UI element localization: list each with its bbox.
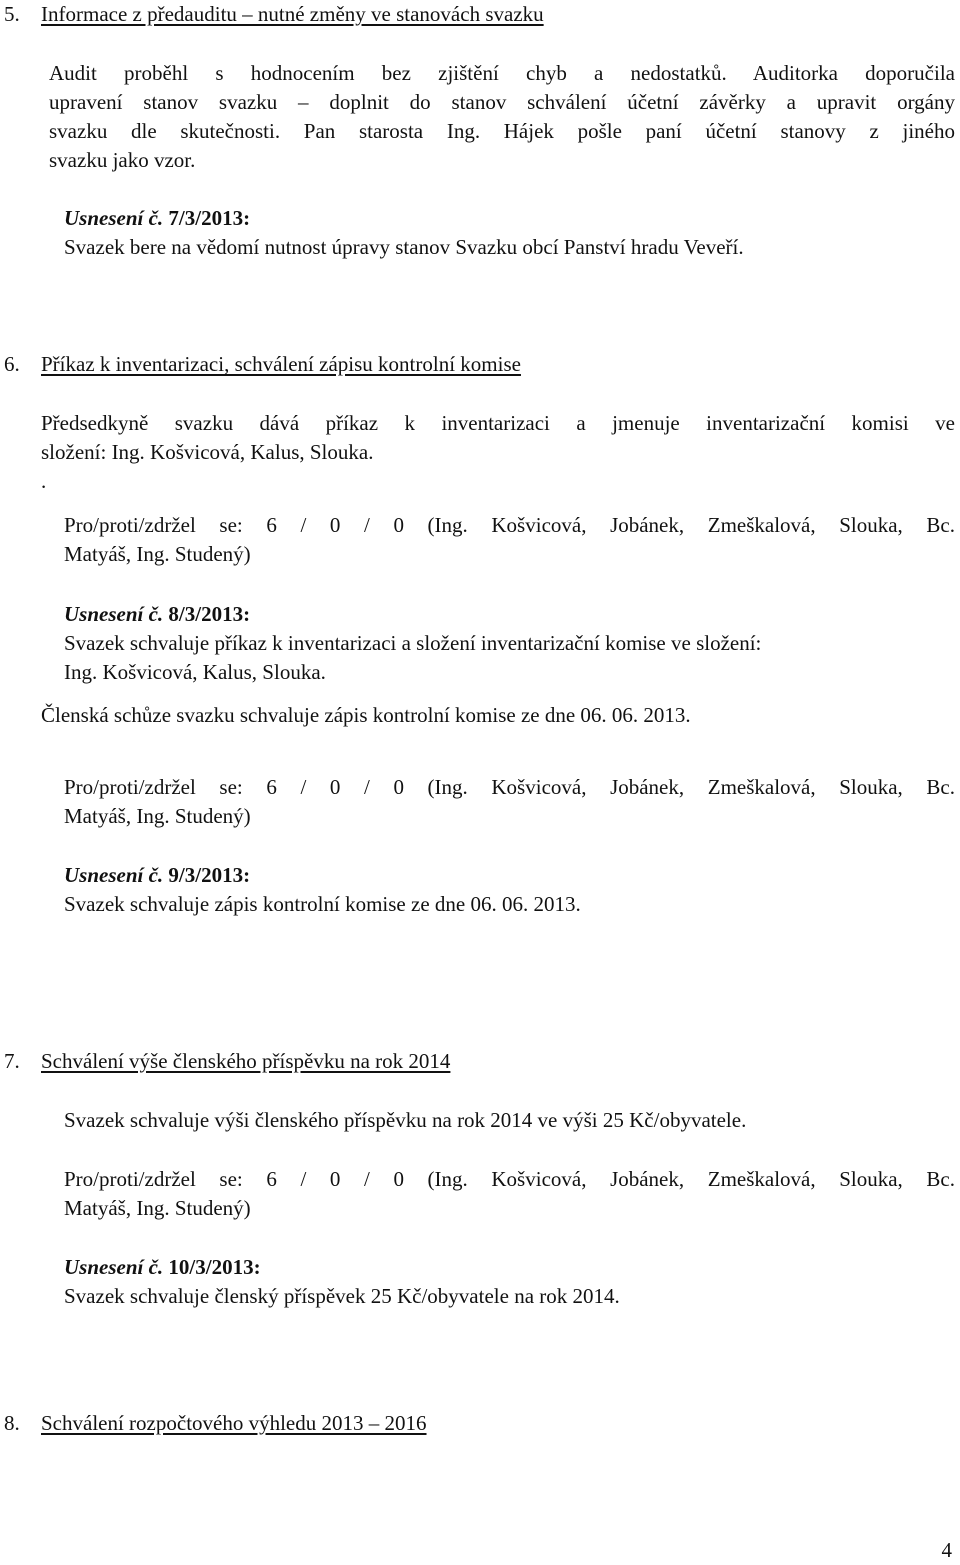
resolution-text: Svazek schvaluje členský příspěvek 25 Kč/obyvatele na rok 2014.	[64, 1284, 620, 1308]
resolution-label	[64, 204, 954, 233]
section-number: 5.	[4, 2, 20, 26]
vote-line: Pro/proti/zdržel se: 6 / 0 / 0 (Ing. Košvicová, Jobánek, Zmeškalová, Slouka, Bc.	[64, 775, 955, 799]
vote-line: Matyáš, Ing. Studený)	[64, 542, 251, 566]
resolution-label-text: Usnesení č.	[64, 602, 164, 626]
resolution-number: 8/3/2013:	[168, 602, 251, 626]
paragraph-line: upravení stanov svazku – doplnit do stanov schválení účetní závěrky a upravit orgány	[49, 90, 955, 114]
section-title: Informace z předauditu – nutné změny ve stanovách svazku	[41, 2, 544, 26]
vote-line: Pro/proti/zdržel se: 6 / 0 / 0 (Ing. Košvicová, Jobánek, Zmeškalová, Slouka, Bc.	[64, 513, 955, 537]
paragraph: Svazek schvaluje výši členského příspěvku na rok 2014 ve výši 25 Kč/obyvatele.	[64, 1108, 747, 1132]
vote-line: Matyáš, Ing. Studený)	[64, 1196, 251, 1220]
resolution	[64, 600, 955, 687]
resolution-label-text: Usnesení č.	[64, 1255, 164, 1279]
vote-record	[64, 773, 955, 831]
vote-line: Matyáš, Ing. Studený)	[64, 804, 251, 828]
section-number: 6.	[4, 352, 20, 376]
resolution-label	[64, 600, 955, 629]
section-title: Schválení rozpočtového výhledu 2013 – 2016	[41, 1411, 427, 1435]
paragraph-line: Předsedkyně svazku dává příkaz k inventarizaci a jmenuje inventarizační komisi ve	[41, 411, 955, 435]
paragraph-line: svazku dle skutečnosti. Pan starosta Ing. Hájek pošle paní účetní stanovy z jiného	[49, 119, 955, 143]
section-number: 8.	[4, 1411, 20, 1435]
resolution-text: Svazek bere na vědomí nutnost úpravy stanov Svazku obcí Panství hradu Veveří.	[64, 235, 744, 259]
paragraph	[41, 409, 955, 496]
vote-record	[64, 1165, 955, 1223]
resolution	[64, 204, 954, 262]
page-number: 4	[941, 1538, 952, 1562]
vote-line: Pro/proti/zdržel se: 6 / 0 / 0 (Ing. Košvicová, Jobánek, Zmeškalová, Slouka, Bc.	[64, 1167, 955, 1191]
statement: Členská schůze svazku schvaluje zápis kontrolní komise ze dne 06. 06. 2013.	[41, 703, 691, 727]
resolution-number: 7/3/2013:	[168, 206, 251, 230]
resolution-text: Svazek schvaluje zápis kontrolní komise ze dne 06. 06. 2013.	[64, 892, 581, 916]
paragraph-line: Audit proběhl s hodnocením bez zjištění chyb a nedostatků. Auditorka doporučila	[49, 61, 955, 85]
resolution	[64, 861, 955, 919]
resolution-text: Ing. Košvicová, Kalus, Slouka.	[64, 660, 326, 684]
resolution-label-text: Usnesení č.	[64, 863, 164, 887]
paragraph-line: svazku jako vzor.	[49, 148, 196, 172]
resolution-number: 10/3/2013:	[168, 1255, 261, 1279]
section-number: 7.	[4, 1049, 20, 1073]
paragraph-line: složení: Ing. Košvicová, Kalus, Slouka.	[41, 440, 374, 464]
section-title: Příkaz k inventarizaci, schválení zápisu kontrolní komise	[41, 352, 521, 376]
paragraph	[49, 59, 955, 175]
resolution-label	[64, 1253, 955, 1282]
resolution	[64, 1253, 955, 1311]
resolution-label	[64, 861, 955, 890]
paragraph-line: .	[41, 469, 47, 493]
resolution-label-text: Usnesení č.	[64, 206, 164, 230]
vote-record	[64, 511, 955, 569]
resolution-text: Svazek schvaluje příkaz k inventarizaci a složení inventarizační komise ve složení:	[64, 631, 762, 655]
resolution-number: 9/3/2013:	[168, 863, 251, 887]
section-title: Schválení výše členského příspěvku na rok 2014	[41, 1049, 451, 1073]
